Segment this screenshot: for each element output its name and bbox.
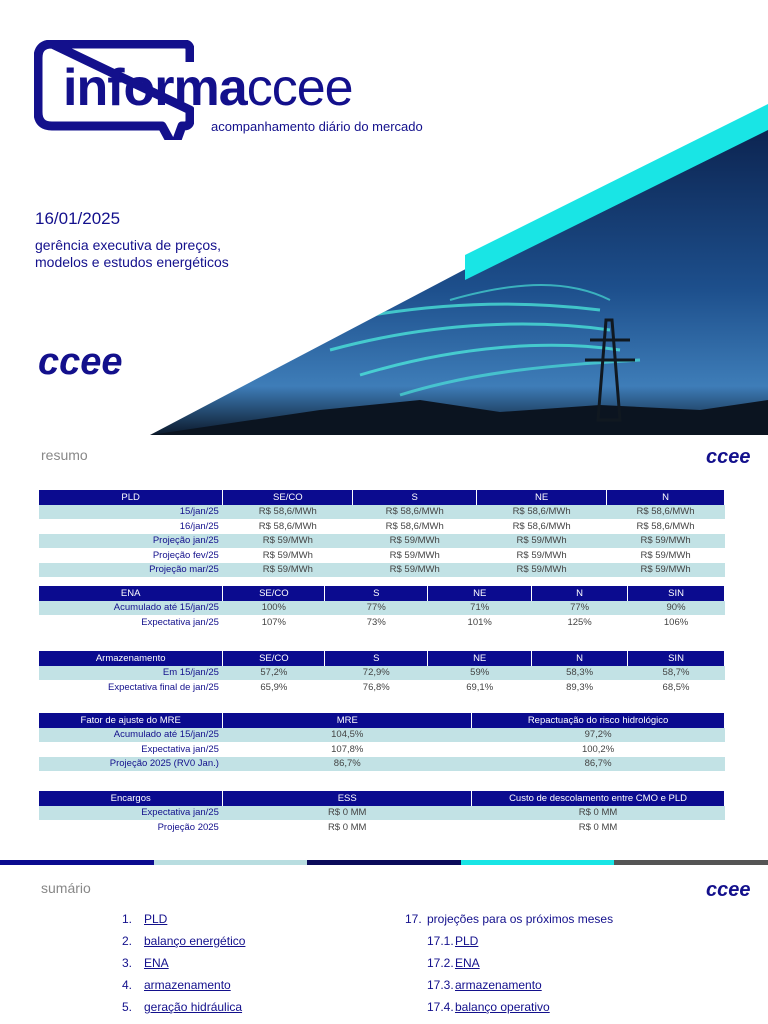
sumario-link[interactable]: armazenamento — [455, 978, 542, 992]
divider-segment — [614, 860, 768, 865]
table-cell: R$ 59/MWh — [223, 563, 353, 578]
divider-segment — [461, 860, 615, 865]
table-cell: R$ 58,6/MWh — [607, 505, 725, 520]
encargos-header-row — [39, 791, 725, 806]
table-cell: R$ 59/MWh — [516, 549, 567, 561]
ccee-small-logo-2 — [706, 879, 756, 901]
pld-header-cell: PLD — [39, 490, 223, 505]
armazenamento-header-cell: Armazenamento — [39, 651, 223, 666]
row-label: Projeção 2025 (RV0 Jan.) — [39, 757, 223, 772]
ena-header-cell: N — [532, 586, 628, 601]
armazenamento-header-cell: NE — [428, 651, 532, 666]
encargos-header-cell: Custo de descolamento entre CMO e PLD — [472, 791, 725, 806]
table-cell: 107,8% — [331, 743, 364, 755]
list-item[interactable] — [122, 996, 245, 1018]
table-row — [39, 680, 725, 695]
pld-header-row — [39, 490, 725, 505]
row-label: Expectativa final de jan/25 — [108, 681, 219, 693]
item-number: 17.4. — [427, 1000, 454, 1014]
pld-header-cell: NE — [477, 490, 607, 505]
table-row — [39, 548, 725, 563]
list-item[interactable] — [122, 930, 245, 952]
table-cell: 58,3% — [532, 666, 628, 681]
table-cell: 77% — [325, 601, 428, 616]
table-cell: 97,2% — [472, 728, 725, 743]
mre-header-cell: Repactuação do risco hidrológico — [472, 713, 725, 728]
table-cell: R$ 58,6/MWh — [512, 520, 571, 532]
row-label: Projeção fev/25 — [152, 549, 219, 561]
armazenamento-table — [39, 651, 725, 695]
table-row — [39, 615, 725, 630]
sumario-link[interactable]: ENA — [455, 956, 480, 970]
table-cell: R$ 59/MWh — [607, 563, 725, 578]
table-cell: R$ 59/MWh — [353, 563, 477, 578]
row-label: 15/jan/25 — [39, 505, 223, 520]
table-cell: R$ 59/MWh — [389, 549, 440, 561]
table-row — [39, 505, 725, 520]
row-label: Expectativa jan/25 — [39, 806, 223, 821]
mre-header-cell: Fator de ajuste do MRE — [39, 713, 223, 728]
table-cell: 89,3% — [566, 681, 594, 693]
pld-table — [39, 490, 725, 577]
armazenamento-header-cell: SIN — [628, 651, 725, 666]
item-number: 1. — [122, 912, 133, 926]
ena-header-cell: ENA — [39, 586, 223, 601]
table-cell: 72,9% — [325, 666, 428, 681]
sumario-link[interactable]: ENA — [144, 956, 169, 970]
divider-segment — [307, 860, 461, 865]
table-cell: R$ 59/MWh — [262, 549, 313, 561]
table-cell: R$ 58,6/MWh — [258, 520, 317, 532]
table-cell: 104,5% — [223, 728, 472, 743]
sumario-title: sumário — [41, 880, 91, 896]
report-date: 16/01/2025 — [35, 209, 121, 228]
table-cell: 71% — [428, 601, 532, 616]
ccee-logo-text: ccee — [38, 344, 123, 380]
table-row — [39, 757, 725, 772]
table-cell: 106% — [663, 616, 689, 628]
list-item[interactable] — [122, 952, 245, 974]
encargos-header-cell: Encargos — [39, 791, 223, 806]
list-item — [405, 908, 613, 930]
list-item[interactable] — [122, 908, 245, 930]
logo-wordmark — [63, 59, 353, 117]
armazenamento-header-cell: SE/CO — [223, 651, 325, 666]
row-label: Acumulado até 15/jan/25 — [39, 601, 223, 616]
divider-segment — [154, 860, 308, 865]
item-number: 17. — [405, 912, 422, 926]
ccee-small-logo-text: ccee — [706, 446, 751, 468]
table-cell: R$ 59/MWh — [353, 534, 477, 549]
table-row — [39, 820, 725, 835]
ena-header-cell: SE/CO — [223, 586, 325, 601]
sumario-right-list — [405, 908, 613, 1018]
row-label: Acumulado até 15/jan/25 — [39, 728, 223, 743]
table-cell: 100,2% — [581, 743, 615, 755]
table-cell: 65,9% — [260, 681, 288, 693]
table-row — [39, 742, 725, 757]
ena-header-cell: S — [325, 586, 428, 601]
table-row — [39, 563, 725, 578]
department-line-1: gerência executiva de preços, — [35, 237, 221, 253]
sumario-link[interactable]: geração hidráulica — [144, 1000, 243, 1014]
table-cell: R$ 58,6/MWh — [477, 505, 607, 520]
list-item[interactable] — [405, 974, 613, 996]
table-cell: 69,1% — [466, 681, 494, 693]
item-number: 3. — [122, 956, 133, 970]
list-item[interactable] — [405, 996, 613, 1018]
logo-subtitle: acompanhamento diário do mercado — [211, 119, 423, 134]
table-cell: R$ 58,6/MWh — [636, 520, 695, 532]
pld-header-cell: S — [353, 490, 477, 505]
table-cell: 90% — [628, 601, 725, 616]
ena-header-row — [39, 586, 725, 601]
armazenamento-header-cell: N — [532, 651, 628, 666]
table-cell: R$ 58,6/MWh — [385, 520, 444, 532]
mre-table — [39, 713, 725, 771]
table-cell: R$ 0 MM — [578, 821, 618, 833]
table-cell: 125% — [567, 616, 592, 628]
logo-light: ccee — [246, 59, 353, 117]
table-cell: 107% — [261, 616, 287, 628]
table-cell: 101% — [467, 616, 492, 628]
table-cell: R$ 59/MWh — [607, 534, 725, 549]
mre-header-cell: MRE — [223, 713, 472, 728]
department-line-2: modelos e estudos energéticos — [35, 254, 229, 270]
mre-header-row — [39, 713, 725, 728]
resumo-title: resumo — [41, 447, 88, 463]
pld-header-cell: SE/CO — [223, 490, 353, 505]
row-label: 16/jan/25 — [179, 520, 219, 532]
row-label: Expectativa jan/25 — [141, 616, 219, 628]
ccee-small-logo-2-text: ccee — [706, 879, 751, 901]
table-cell: R$ 59/MWh — [477, 563, 607, 578]
row-label: Projeção jan/25 — [39, 534, 223, 549]
ena-table — [39, 586, 725, 630]
table-cell: 86,7% — [223, 757, 472, 772]
list-item[interactable] — [405, 952, 613, 974]
row-label: Projeção 2025 — [157, 821, 219, 833]
table-cell: 68,5% — [662, 681, 690, 693]
table-row — [39, 534, 725, 549]
sumario-link[interactable]: PLD — [144, 912, 168, 926]
ena-header-cell: SIN — [628, 586, 725, 601]
cover-hero — [0, 0, 768, 435]
row-label: Expectativa jan/25 — [141, 743, 219, 755]
table-row — [39, 728, 725, 743]
table-row — [39, 601, 725, 616]
table-cell: R$ 0 MM — [327, 821, 367, 833]
ccee-small-logo — [706, 446, 756, 468]
armazenamento-header-row — [39, 651, 725, 666]
divider-segment — [0, 860, 154, 865]
table-cell: R$ 0 MM — [472, 806, 725, 821]
table-row — [39, 666, 725, 681]
table-cell: R$ 59/MWh — [477, 534, 607, 549]
encargos-table — [39, 791, 725, 835]
department — [35, 237, 295, 271]
table-cell: 77% — [532, 601, 628, 616]
table-cell: R$ 58,6/MWh — [353, 505, 477, 520]
table-cell: 76,8% — [362, 681, 390, 693]
table-cell: R$ 58,6/MWh — [223, 505, 353, 520]
table-cell: 86,7% — [472, 757, 725, 772]
table-cell: 73% — [366, 616, 386, 628]
sumario-link[interactable]: armazenamento — [144, 978, 231, 992]
sumario-link[interactable]: balanço operativo — [455, 1000, 550, 1014]
sumario-left-list — [122, 908, 245, 1018]
table-cell: 58,7% — [628, 666, 725, 681]
item-number: 2. — [122, 934, 133, 948]
row-label: Projeção mar/25 — [39, 563, 223, 578]
table-cell: R$ 59/MWh — [223, 534, 353, 549]
item-number: 17.1. — [427, 934, 454, 948]
sumario-link[interactable]: balanço energético — [144, 934, 246, 948]
item-number: 4. — [122, 978, 133, 992]
pld-header-cell: N — [607, 490, 725, 505]
table-row — [39, 519, 725, 534]
table-row — [39, 806, 725, 821]
table-cell: R$ 0 MM — [223, 806, 472, 821]
table-cell: 100% — [223, 601, 325, 616]
list-item[interactable] — [405, 930, 613, 952]
sumario-link[interactable]: PLD — [455, 934, 479, 948]
encargos-header-cell: ESS — [223, 791, 472, 806]
row-label: Em 15/jan/25 — [39, 666, 223, 681]
table-cell: R$ 59/MWh — [640, 549, 691, 561]
item-number: 5. — [122, 1000, 133, 1014]
table-cell: 59% — [428, 666, 532, 681]
sumario-heading: projeções para os próximos meses — [427, 912, 614, 926]
list-item[interactable] — [122, 974, 245, 996]
ena-header-cell: NE — [428, 586, 532, 601]
item-number: 17.2. — [427, 956, 454, 970]
logo-bold: informa — [63, 59, 247, 117]
table-cell: 57,2% — [223, 666, 325, 681]
armazenamento-header-cell: S — [325, 651, 428, 666]
item-number: 17.3. — [427, 978, 454, 992]
ccee-logo — [38, 344, 134, 380]
